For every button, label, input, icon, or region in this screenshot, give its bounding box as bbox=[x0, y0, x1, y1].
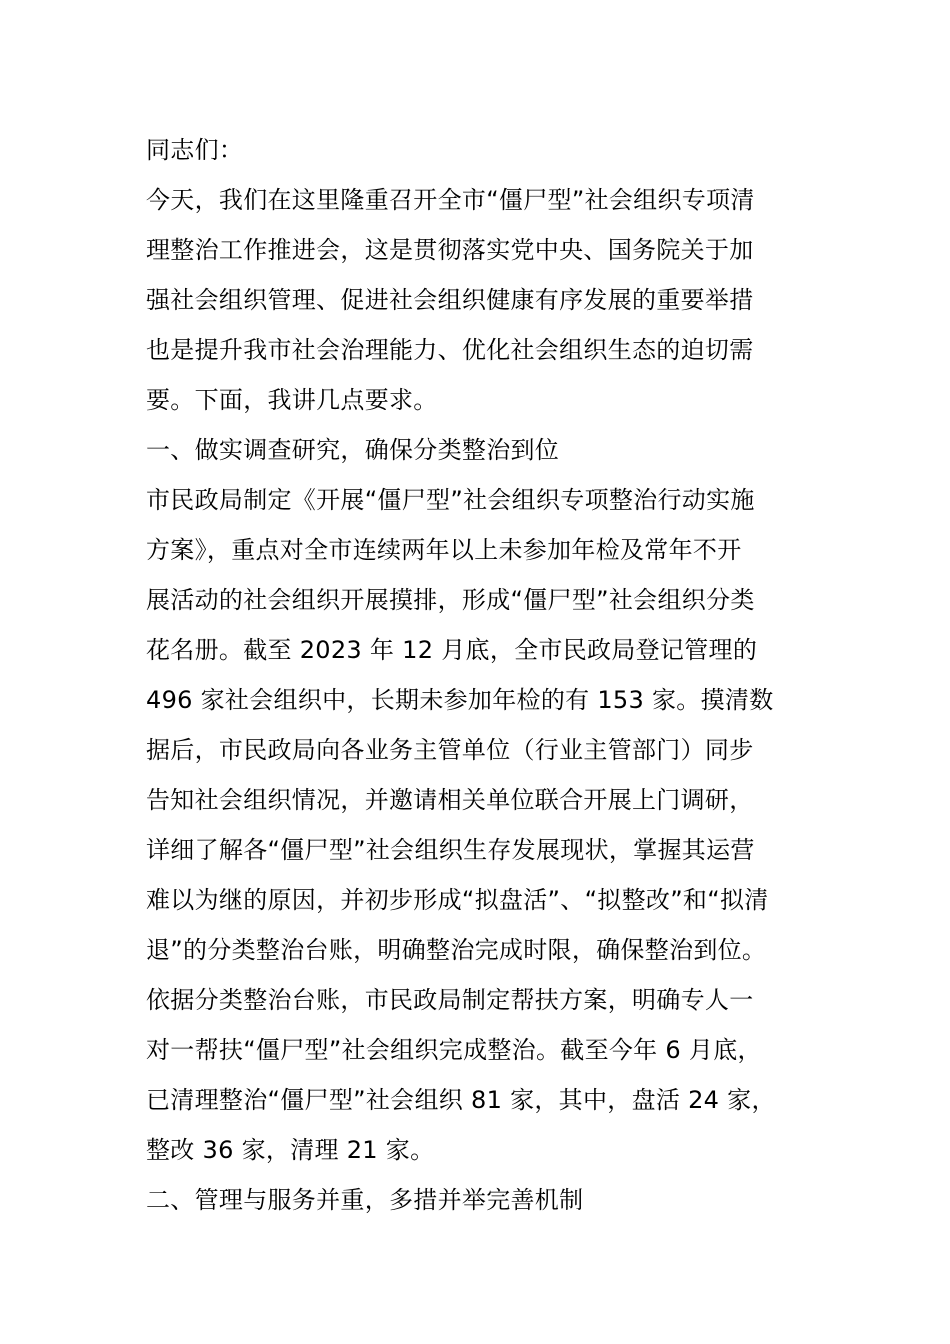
paragraph-line: 方案》，重点对全市连续两年以上未参加年检及常年不开 bbox=[146, 536, 742, 564]
paragraph-line: 展活动的社会组织开展摸排，形成“僵尸型”社会组织分类 bbox=[146, 586, 755, 614]
paragraph-line: 依据分类整治台账，市民政局制定帮扶方案，明确专人一 bbox=[146, 986, 754, 1014]
section-heading: 一、做实调查研究，确保分类整治到位 bbox=[146, 436, 560, 464]
paragraph-line: 市民政局制定《开展“僵尸型”社会组织专项整治行动实施 bbox=[146, 486, 755, 514]
paragraph-line: 理整治工作推进会，这是贯彻落实党中央、国务院关于加 bbox=[146, 236, 754, 264]
paragraph-line: 对一帮扶“僵尸型”社会组织完成整治。截至今年 6 月底， bbox=[146, 1036, 762, 1064]
section-heading: 二、管理与服务并重，多措并举完善机制 bbox=[146, 1186, 584, 1214]
salutation: 同志们： bbox=[146, 136, 244, 164]
paragraph-line: 496 家社会组织中，长期未参加年检的有 153 家。摸清数 bbox=[146, 686, 774, 714]
paragraph-line: 也是提升我市社会治理能力、优化社会组织生态的迫切需 bbox=[146, 336, 754, 364]
paragraph-line: 退”的分类整治台账，明确整治完成时限，确保整治到位。 bbox=[146, 936, 767, 964]
paragraph-line: 要。下面，我讲几点要求。 bbox=[146, 386, 438, 414]
paragraph-line: 已清理整治“僵尸型”社会组织 81 家，其中，盘活 24 家， bbox=[146, 1086, 776, 1114]
paragraph-line: 今天，我们在这里隆重召开全市“僵尸型”社会组织专项清 bbox=[146, 186, 755, 214]
paragraph-line: 花名册。截至 2023 年 12 月底，全市民政局登记管理的 bbox=[146, 636, 758, 664]
paragraph-line: 告知社会组织情况，并邀请相关单位联合开展上门调研， bbox=[146, 786, 754, 814]
paragraph-line: 据后，市民政局向各业务主管单位（行业主管部门）同步 bbox=[146, 736, 754, 764]
paragraph-line: 强社会组织管理、促进社会组织健康有序发展的重要举措 bbox=[146, 286, 754, 314]
paragraph-line: 详细了解各“僵尸型”社会组织生存发展现状，掌握其运营 bbox=[146, 836, 755, 864]
paragraph-line: 难以为继的原因，并初步形成“拟盘活”、“拟整改”和“拟清 bbox=[146, 886, 769, 914]
document-page bbox=[146, 125, 810, 1225]
paragraph-line: 整改 36 家，清理 21 家。 bbox=[146, 1136, 435, 1164]
